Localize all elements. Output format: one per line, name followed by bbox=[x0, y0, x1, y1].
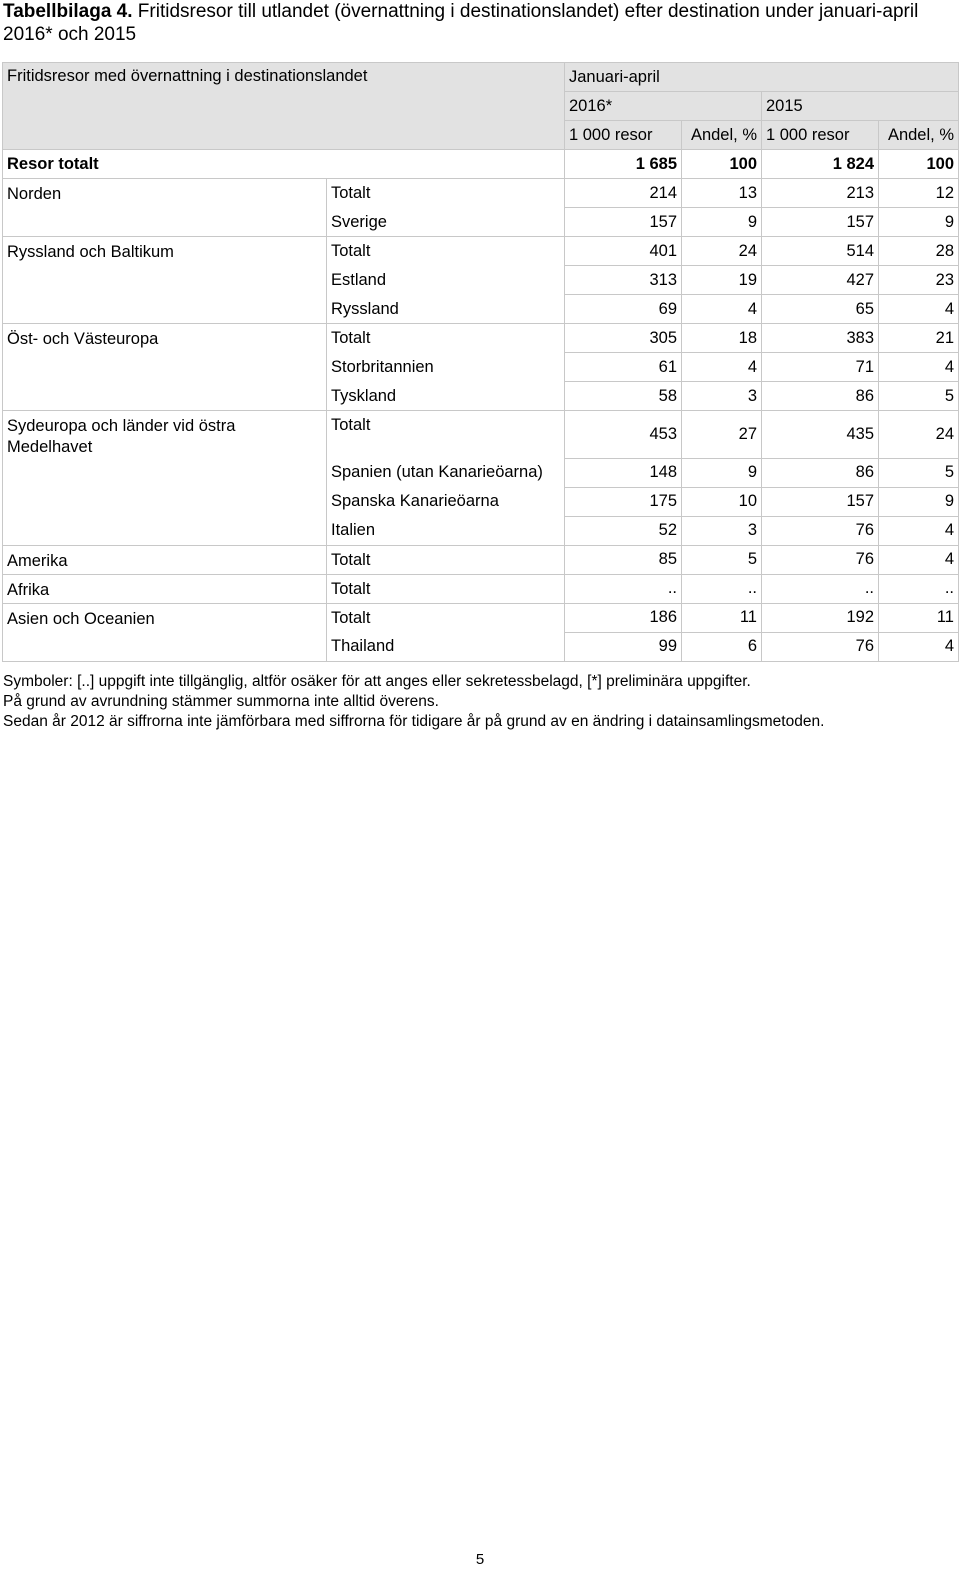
destination-cell: Spanska Kanarieöarna bbox=[327, 487, 565, 516]
resor-2015-cell: 157 bbox=[762, 487, 879, 516]
andel-2015-cell: 28 bbox=[879, 237, 959, 266]
table-row bbox=[3, 324, 959, 353]
resor-2016-cell: 401 bbox=[565, 237, 682, 266]
total-row bbox=[3, 150, 959, 179]
table-row bbox=[3, 603, 959, 632]
destination-cell: Thailand bbox=[327, 632, 565, 661]
andel-2015-cell: 5 bbox=[879, 382, 959, 411]
table-row bbox=[3, 458, 959, 487]
andel-2016-cell: 13 bbox=[682, 179, 762, 208]
group-cell bbox=[3, 382, 327, 411]
resor-2015-cell: 86 bbox=[762, 458, 879, 487]
destination-cell: Totalt bbox=[327, 237, 565, 266]
resor-2016-cell: 58 bbox=[565, 382, 682, 411]
resor-2015-cell: 86 bbox=[762, 382, 879, 411]
table-row bbox=[3, 266, 959, 295]
andel-2016-header: Andel, % bbox=[682, 121, 762, 150]
table-row bbox=[3, 574, 959, 603]
resor-2016-cell: 214 bbox=[565, 179, 682, 208]
andel-2016-cell: 4 bbox=[682, 295, 762, 324]
total-andel-2015: 100 bbox=[879, 150, 959, 179]
resor-2015-cell: 71 bbox=[762, 353, 879, 382]
andel-2015-cell: 9 bbox=[879, 487, 959, 516]
group-cell: Norden bbox=[3, 179, 327, 208]
table-row bbox=[3, 545, 959, 574]
table-row bbox=[3, 237, 959, 266]
table-row bbox=[3, 411, 959, 459]
andel-2015-cell: 21 bbox=[879, 324, 959, 353]
resor-2015-cell: 192 bbox=[762, 603, 879, 632]
page-number: 5 bbox=[475, 1551, 485, 1568]
group-cell bbox=[3, 266, 327, 295]
footnotes bbox=[3, 672, 824, 732]
andel-2016-cell: 4 bbox=[682, 353, 762, 382]
resor-2016-cell: 85 bbox=[565, 545, 682, 574]
andel-2015-cell: 4 bbox=[879, 516, 959, 545]
resor-2015-cell: 157 bbox=[762, 208, 879, 237]
destination-cell: Estland bbox=[327, 266, 565, 295]
title-prefix: Tabellbilaga 4. bbox=[3, 1, 133, 22]
resor-2016-cell: 313 bbox=[565, 266, 682, 295]
destination-cell: Totalt bbox=[327, 179, 565, 208]
resor-2015-cell: 383 bbox=[762, 324, 879, 353]
year-2015-header: 2015 bbox=[762, 92, 959, 121]
destination-cell: Ryssland bbox=[327, 295, 565, 324]
resor-2016-cell: 186 bbox=[565, 603, 682, 632]
total-resor-2015: 1 824 bbox=[762, 150, 879, 179]
andel-2016-cell: 5 bbox=[682, 545, 762, 574]
resor-2016-cell: 305 bbox=[565, 324, 682, 353]
destination-cell: Italien bbox=[327, 516, 565, 545]
group-cell bbox=[3, 208, 327, 237]
period-header: Januari-april bbox=[565, 63, 959, 92]
table-row bbox=[3, 516, 959, 545]
resor-2015-header: 1 000 resor bbox=[762, 121, 879, 150]
andel-2015-header: Andel, % bbox=[879, 121, 959, 150]
resor-2016-cell: 69 bbox=[565, 295, 682, 324]
resor-2016-header: 1 000 resor bbox=[565, 121, 682, 150]
andel-2015-cell: 24 bbox=[879, 411, 959, 459]
andel-2015-cell: 4 bbox=[879, 353, 959, 382]
andel-2016-cell: 9 bbox=[682, 208, 762, 237]
group-cell: Amerika bbox=[3, 545, 327, 574]
table-row bbox=[3, 382, 959, 411]
andel-2015-cell: 4 bbox=[879, 632, 959, 661]
andel-2015-cell: 5 bbox=[879, 458, 959, 487]
table-row bbox=[3, 179, 959, 208]
group-cell bbox=[3, 295, 327, 324]
title-text: Fritidsresor till utlandet (övernattning i destinationslandet) efter destination under januari-april 2016* och 2015 bbox=[3, 1, 919, 45]
andel-2016-cell: 3 bbox=[682, 382, 762, 411]
destination-cell: Totalt bbox=[327, 574, 565, 603]
footnote-rounding: På grund av avrundning stämmer summorna inte alltid överens. bbox=[3, 693, 439, 710]
total-label: Resor totalt bbox=[3, 150, 565, 179]
andel-2016-cell: 10 bbox=[682, 487, 762, 516]
andel-2016-cell: 11 bbox=[682, 603, 762, 632]
resor-2016-cell: 61 bbox=[565, 353, 682, 382]
resor-2016-cell: 52 bbox=[565, 516, 682, 545]
andel-2016-cell: 3 bbox=[682, 516, 762, 545]
andel-2015-cell: 12 bbox=[879, 179, 959, 208]
resor-2015-cell: 427 bbox=[762, 266, 879, 295]
resor-2016-cell: .. bbox=[565, 574, 682, 603]
table-row bbox=[3, 353, 959, 382]
resor-2015-cell: 514 bbox=[762, 237, 879, 266]
group-cell: Afrika bbox=[3, 574, 327, 603]
destination-cell: Totalt bbox=[327, 545, 565, 574]
andel-2015-cell: .. bbox=[879, 574, 959, 603]
andel-2015-cell: 4 bbox=[879, 545, 959, 574]
andel-2015-cell: 11 bbox=[879, 603, 959, 632]
group-cell bbox=[3, 516, 327, 545]
table-row bbox=[3, 487, 959, 516]
group-cell bbox=[3, 487, 327, 516]
resor-2015-cell: 76 bbox=[762, 632, 879, 661]
destination-cell: Totalt bbox=[327, 324, 565, 353]
andel-2016-cell: .. bbox=[682, 574, 762, 603]
footnote-comparability: Sedan år 2012 är siffrorna inte jämförbara med siffrorna för tidigare år på grund av en ändring i datainsamlingsmetoden. bbox=[3, 713, 825, 730]
destination-cell: Storbritannien bbox=[327, 353, 565, 382]
table-row bbox=[3, 295, 959, 324]
resor-2015-cell: 213 bbox=[762, 179, 879, 208]
group-cell bbox=[3, 458, 327, 487]
andel-2016-cell: 6 bbox=[682, 632, 762, 661]
andel-2016-cell: 18 bbox=[682, 324, 762, 353]
destination-cell: Totalt bbox=[327, 411, 565, 459]
total-resor-2016: 1 685 bbox=[565, 150, 682, 179]
resor-2016-cell: 148 bbox=[565, 458, 682, 487]
group-cell: Asien och Oceanien bbox=[3, 603, 327, 632]
resor-2016-cell: 175 bbox=[565, 487, 682, 516]
destination-cell: Spanien (utan Kanarieöarna) bbox=[327, 458, 565, 487]
group-cell bbox=[3, 632, 327, 661]
andel-2015-cell: 9 bbox=[879, 208, 959, 237]
row-label-header: Fritidsresor med övernattning i destinationslandet bbox=[3, 63, 565, 150]
resor-2015-cell: 76 bbox=[762, 516, 879, 545]
andel-2016-cell: 27 bbox=[682, 411, 762, 459]
group-cell: Ryssland och Baltikum bbox=[3, 237, 327, 266]
group-cell: Sydeuropa och länder vid östra Medelhavet bbox=[3, 411, 327, 459]
andel-2015-cell: 23 bbox=[879, 266, 959, 295]
andel-2016-cell: 24 bbox=[682, 237, 762, 266]
resor-2016-cell: 453 bbox=[565, 411, 682, 459]
resor-2015-cell: 65 bbox=[762, 295, 879, 324]
resor-2016-cell: 99 bbox=[565, 632, 682, 661]
resor-2015-cell: 76 bbox=[762, 545, 879, 574]
resor-2016-cell: 157 bbox=[565, 208, 682, 237]
resor-2015-cell: 435 bbox=[762, 411, 879, 459]
group-cell: Öst- och Västeuropa bbox=[3, 324, 327, 353]
destination-cell: Totalt bbox=[327, 603, 565, 632]
destination-cell: Sverige bbox=[327, 208, 565, 237]
andel-2015-cell: 4 bbox=[879, 295, 959, 324]
page-title bbox=[3, 0, 958, 46]
andel-2016-cell: 19 bbox=[682, 266, 762, 295]
statistics-table bbox=[2, 62, 959, 662]
resor-2015-cell: .. bbox=[762, 574, 879, 603]
table-row bbox=[3, 632, 959, 661]
total-andel-2016: 100 bbox=[682, 150, 762, 179]
group-cell bbox=[3, 353, 327, 382]
andel-2016-cell: 9 bbox=[682, 458, 762, 487]
footnote-symbols: Symboler: [..] uppgift inte tillgänglig, altför osäker för att anges eller sekretessbelagd, [*] preliminära uppgifter. bbox=[3, 673, 751, 690]
destination-cell: Tyskland bbox=[327, 382, 565, 411]
table-row bbox=[3, 208, 959, 237]
year-2016-header: 2016* bbox=[565, 92, 762, 121]
